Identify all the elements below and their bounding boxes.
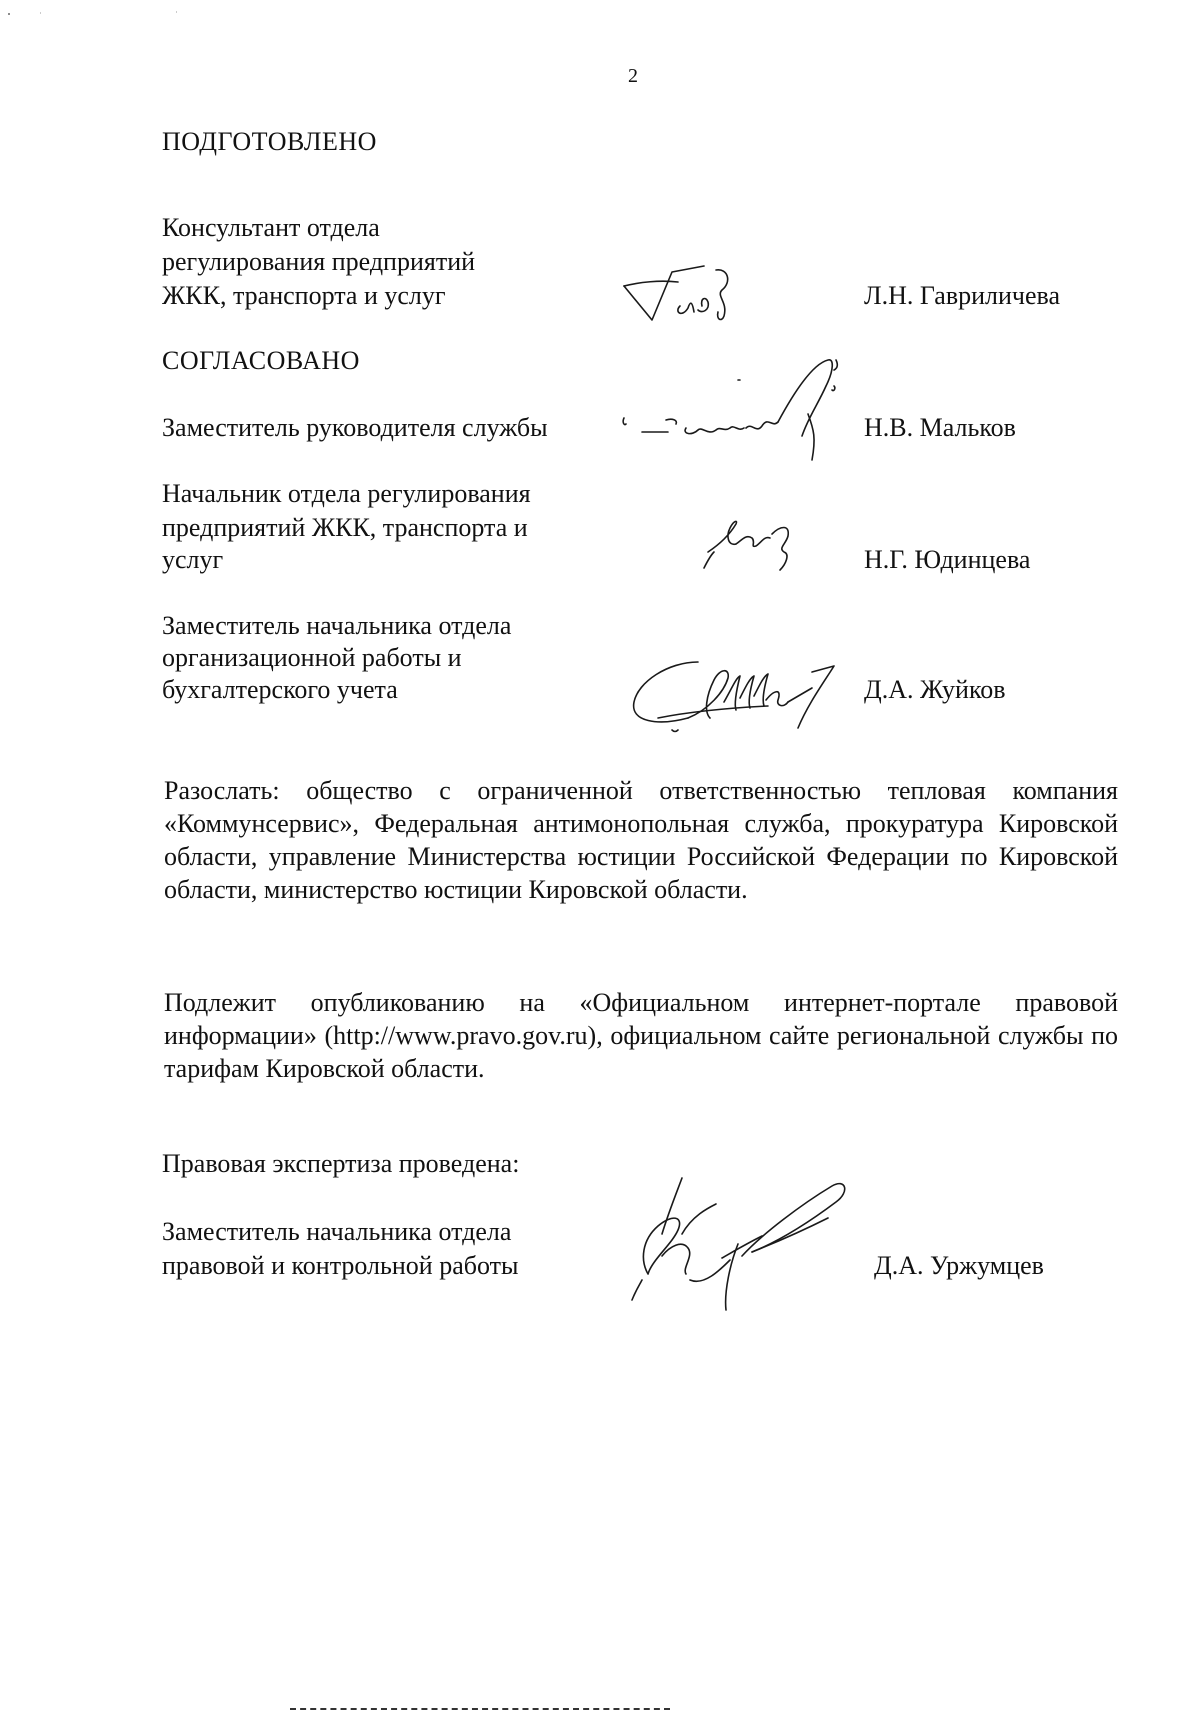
prepared-heading: ПОДГОТОВЛЕНО [162,127,377,156]
signature-urzhumtsev [612,1164,892,1314]
approver-1-name: Н.В. Мальков [864,413,1016,442]
prepared-name: Л.Н. Гавриличева [864,281,1061,310]
page-number: 2 [628,65,638,87]
distribution-paragraph: Разослать: общество с ограниченной ответственностью тепловая компания «Коммунсервис», Федеральная антимонопольная служба, прокуратура Кировской области, управление Министерства юстиции Российской Федерации по Кировской области, министерство юстиции Кировской области. [164,776,1118,904]
legal-reviewer-position-line-2: правовой и контрольной работы [162,1251,519,1280]
approver-2-position-line-1: Начальник отдела регулирования [162,479,531,508]
approver-3-position-line-3: бухгалтерского учета [162,675,398,704]
approver-2-name: Н.Г. Юдинцева [864,545,1031,574]
legal-review-heading: Правовая экспертиза проведена: [162,1149,520,1178]
signature-zhuykov [628,648,858,738]
approver-2-position-line-2: предприятий ЖКК, транспорта и [162,513,528,542]
bottom-scan-mark [290,1708,670,1714]
signature-malkov [612,356,882,476]
approver-3-position-line-1: Заместитель начальника отдела [162,611,512,640]
signature-gavrilicheva [620,262,760,332]
approver-3-name: Д.А. Жуйков [864,675,1006,704]
approver-1-position-line-1: Заместитель руководителя службы [162,413,548,442]
prepared-position-line-2: регулирования предприятий [162,247,476,276]
agreed-heading: СОГЛАСОВАНО [162,346,360,375]
legal-reviewer-position-line-1: Заместитель начальника отдела [162,1217,512,1246]
scan-marks [0,0,200,30]
signature-yudintseva [700,514,810,574]
approver-3-position-line-2: организационной работы и [162,643,462,672]
prepared-position-line-1: Консультант отдела [162,213,380,242]
publication-paragraph: Подлежит опубликованию на «Официальном интернет-портале правовой информации» (http://www.pravo.gov.ru), официальном сайте региональной службы по тарифам Кировской области. [164,988,1118,1083]
prepared-position-line-3: ЖКК, транспорта и услуг [162,281,446,310]
approver-2-position-line-3: услуг [162,545,224,574]
legal-reviewer-name: Д.А. Уржумцев [874,1251,1044,1280]
